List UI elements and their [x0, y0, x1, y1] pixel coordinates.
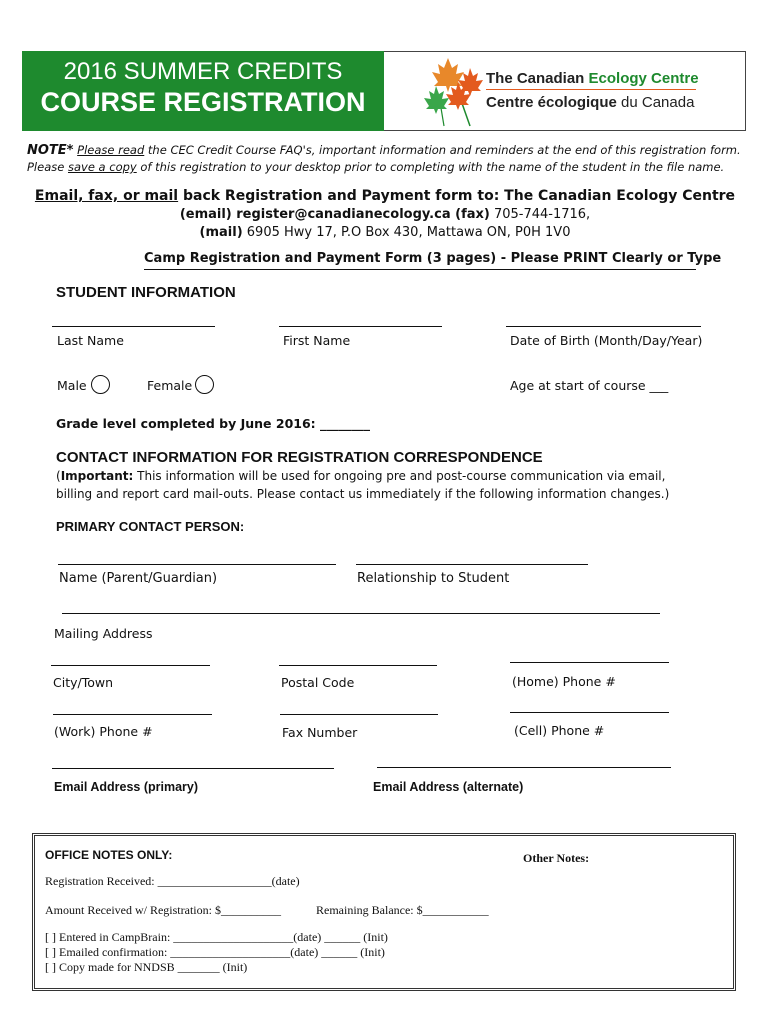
- mail-instructions-line3: [0, 225, 770, 240]
- postal-code-field[interactable]: [279, 665, 437, 666]
- primary-contact-heading: PRIMARY CONTACT PERSON:: [56, 519, 245, 534]
- note-line2-start: Please: [27, 160, 68, 174]
- contact-info-heading: CONTACT INFORMATION FOR REGISTRATION CORRESPONDENCE: [56, 449, 543, 466]
- age-field[interactable]: Age at start of course ___: [510, 378, 669, 393]
- org-name-english-part2: Ecology Centre: [588, 70, 699, 87]
- fax-value: 705-744-1716,: [489, 207, 591, 222]
- mail-instructions-line1: [0, 188, 770, 204]
- important-line1: (Important: This information will be used for ongoing pre and post-course communication via email,: [56, 469, 666, 483]
- postal-code-label: Postal Code: [281, 675, 355, 690]
- cell-phone-label: (Cell) Phone #: [514, 723, 605, 738]
- maple-leaves-icon: [418, 56, 484, 128]
- fax-number-label: Fax Number: [282, 725, 358, 740]
- first-name-label: First Name: [283, 333, 351, 348]
- camp-form-underline: [144, 269, 696, 270]
- email-alternate-label: Email Address (alternate): [373, 780, 524, 794]
- important-text1: This information will be used for ongoing pre and post-course communication via email,: [133, 469, 666, 483]
- note-line1: [27, 143, 741, 158]
- note-label: NOTE*: [27, 143, 74, 158]
- email-label: (email): [179, 207, 232, 222]
- work-phone-label: (Work) Phone #: [54, 724, 153, 739]
- note-line2-text: of this registration to your desktop prior to completing with the name of the student in the file name.: [136, 160, 725, 174]
- cell-phone-field[interactable]: [510, 712, 669, 713]
- copy-made-nndsb: [ ] Copy made for NNDSB _______ (Init): [45, 960, 248, 974]
- camp-form-title: Camp Registration and Payment Form (3 pages) - Please PRINT Clearly or Type: [144, 251, 722, 266]
- city-label: City/Town: [53, 675, 114, 690]
- city-field[interactable]: [51, 665, 210, 666]
- important-line2: billing and report card mail-outs. Please contact us immediately if the following information changes.): [56, 487, 670, 501]
- org-name-french-part1: Centre écologique: [486, 94, 617, 111]
- home-phone-label: (Home) Phone #: [512, 674, 616, 689]
- amount-received: Amount Received w/ Registration: $__________: [45, 903, 281, 917]
- last-name-label: Last Name: [57, 333, 124, 348]
- org-divider: [486, 89, 696, 90]
- org-name-english: [486, 70, 699, 87]
- fax-number-field[interactable]: [280, 714, 438, 715]
- registration-received: Registration Received: ___________________(date): [45, 874, 300, 888]
- office-notes-heading: OFFICE NOTES ONLY:: [45, 848, 173, 862]
- mail-methods: Email, fax, or mail: [34, 188, 179, 204]
- mailing-address-field[interactable]: [62, 613, 660, 614]
- student-info-heading: STUDENT INFORMATION: [56, 284, 236, 301]
- mail-label: (mail): [199, 225, 243, 240]
- note-save-copy: save a copy: [67, 160, 137, 174]
- note-line2: [27, 160, 724, 174]
- dob-field[interactable]: [506, 326, 701, 327]
- first-name-field[interactable]: [279, 326, 442, 327]
- dob-label: Date of Birth (Month/Day/Year): [510, 333, 703, 348]
- header-title-line1: 2016 SUMMER CREDITS: [63, 58, 343, 85]
- org-name-french: [486, 94, 694, 111]
- entered-campbrain: [ ] Entered in CampBrain: ____________________(date) ______ (Init): [45, 930, 388, 944]
- fax-label: (fax): [455, 207, 490, 222]
- email-alternate-field[interactable]: [377, 767, 671, 768]
- email-primary-label: Email Address (primary): [54, 780, 199, 794]
- parent-name-field[interactable]: [58, 564, 336, 565]
- note-line1-text: the CEC Credit Course FAQ's, important information and reminders at the end of this registration form.: [144, 143, 741, 157]
- home-phone-field[interactable]: [510, 662, 669, 663]
- emailed-confirmation: [ ] Emailed confirmation: ____________________(date) ______ (Init): [45, 945, 385, 959]
- work-phone-field[interactable]: [53, 714, 212, 715]
- last-name-field[interactable]: [52, 326, 215, 327]
- relationship-field[interactable]: [356, 564, 588, 565]
- female-radio[interactable]: [195, 375, 214, 394]
- org-name-french-part2: du Canada: [616, 94, 695, 111]
- male-label: Male: [57, 378, 87, 393]
- mail-value: 6905 Hwy 17, P.O Box 430, Mattawa ON, P0H 1V0: [242, 225, 571, 240]
- header-title-line2: COURSE REGISTRATION: [40, 87, 366, 117]
- mail-instructions-line2: [0, 207, 770, 222]
- female-label: Female: [147, 378, 193, 393]
- email-value[interactable]: register@canadianecology.ca: [231, 207, 456, 222]
- grade-field[interactable]: Grade level completed by June 2016: ________: [56, 416, 371, 431]
- org-name-english-part1: The Canadian: [486, 70, 589, 87]
- email-primary-field[interactable]: [52, 768, 334, 769]
- male-radio[interactable]: [91, 375, 110, 394]
- relationship-label: Relationship to Student: [357, 571, 510, 586]
- note-please-read: Please read: [77, 143, 145, 157]
- remaining-balance: Remaining Balance: $___________: [316, 903, 489, 917]
- other-notes-label: Other Notes:: [523, 851, 590, 865]
- mail-line1-mid: back Registration and Payment form to:: [178, 188, 505, 204]
- mail-org: The Canadian Ecology Centre: [504, 188, 736, 204]
- important-label: Important:: [60, 469, 134, 483]
- mailing-address-label: Mailing Address: [54, 626, 153, 641]
- parent-name-label: Name (Parent/Guardian): [59, 571, 218, 586]
